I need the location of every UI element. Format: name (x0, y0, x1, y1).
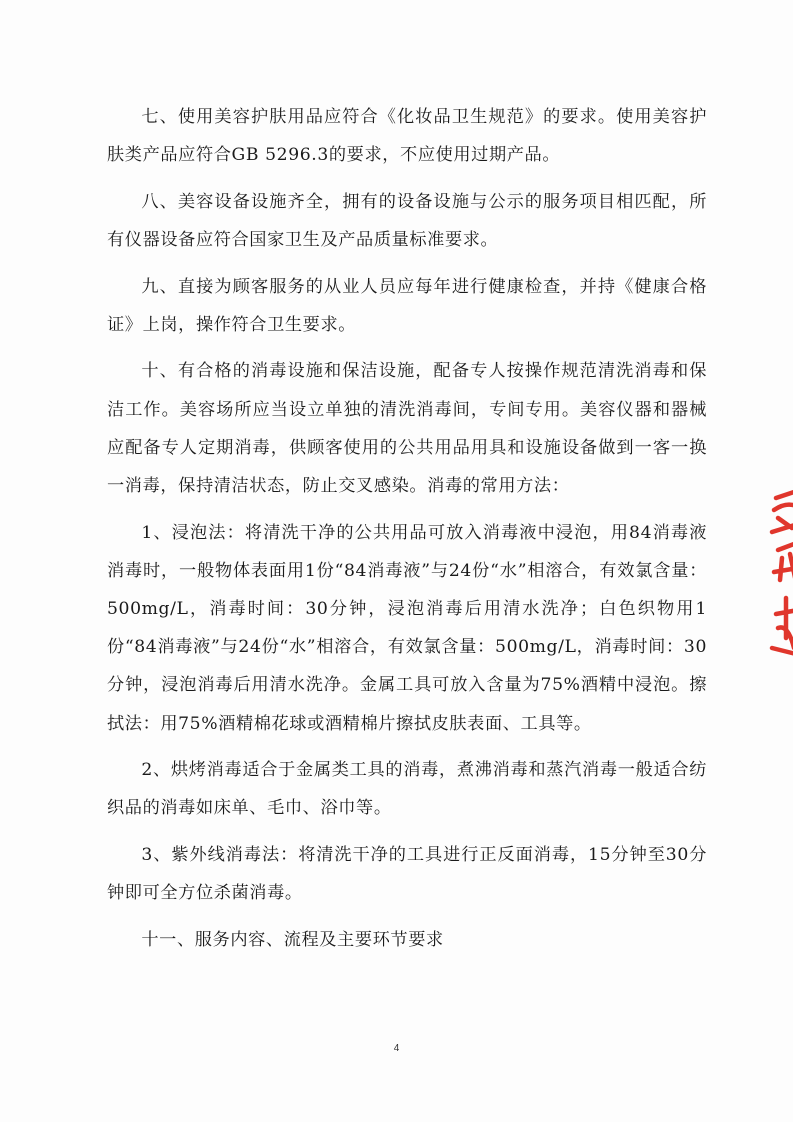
paragraph-item-9: 九、直接为顾客服务的从业人员应每年进行健康检查，并持《健康合格证》上岗，操作符合卫生要求。 (107, 276, 707, 335)
paragraph-item-10: 十、有合格的消毒设施和保洁设施，配备专人按操作规范清洗消毒和保洁工作。美容场所应当设立单独的清洗消毒间，专间专用。美容仪器和器械应配备专人定期消毒，供顾客使用的公共用品用具和设施设备做到一客一换一消毒，保持清洁状态，防止交叉感染。消毒的常用方法： (107, 361, 707, 496)
page-number: 4 (393, 1043, 400, 1054)
paragraph-item-7: 七、使用美容护肤用品应符合《化妆品卫生规范》的要求。使用美容护肤类产品应符合GB 5296.3的要求，不应使用过期产品。 (107, 107, 707, 166)
paragraph-baking-method: 2、烘烤消毒适合于金属类工具的消毒，煮沸消毒和蒸汽消毒一般适合纺织品的消毒如床单、毛巾、浴巾等。 (107, 760, 707, 819)
paragraph-item-11: 十一、服务内容、流程及主要环节要求 (141, 929, 444, 950)
body-text (107, 98, 707, 967)
paragraph-uv-method: 3、紫外线消毒法：将清洗干净的工具进行正反面消毒，15分钟至30分钟即可全方位杀菌消毒。 (107, 845, 707, 904)
paragraph-soaking-method: 1、浸泡法：将清洗干净的公共用品可放入消毒液中浸泡，用84消毒液消毒时，一般物体表面用1份“84消毒液”与24份“水”相溶合，有效氯含量：500mg/L，消毒时间：30分钟，浸泡消毒后用清水洗净；白色织物用1份“84消毒液”与24份“水”相溶合，有效氯含量：500mg/L，消毒时间：30分钟，浸泡消毒后用清水洗净。金属工具可放入含量为75%酒精中浸泡。擦拭法：用75%酒精棉花球或酒精棉片擦拭皮肤表面、工具等。 (107, 522, 707, 734)
red-seal-fragment (764, 488, 793, 658)
paragraph-item-8: 八、美容设备设施齐全，拥有的设备设施与公示的服务项目相匹配，所有仪器设备应符合国家卫生及产品质量标准要求。 (107, 191, 707, 250)
